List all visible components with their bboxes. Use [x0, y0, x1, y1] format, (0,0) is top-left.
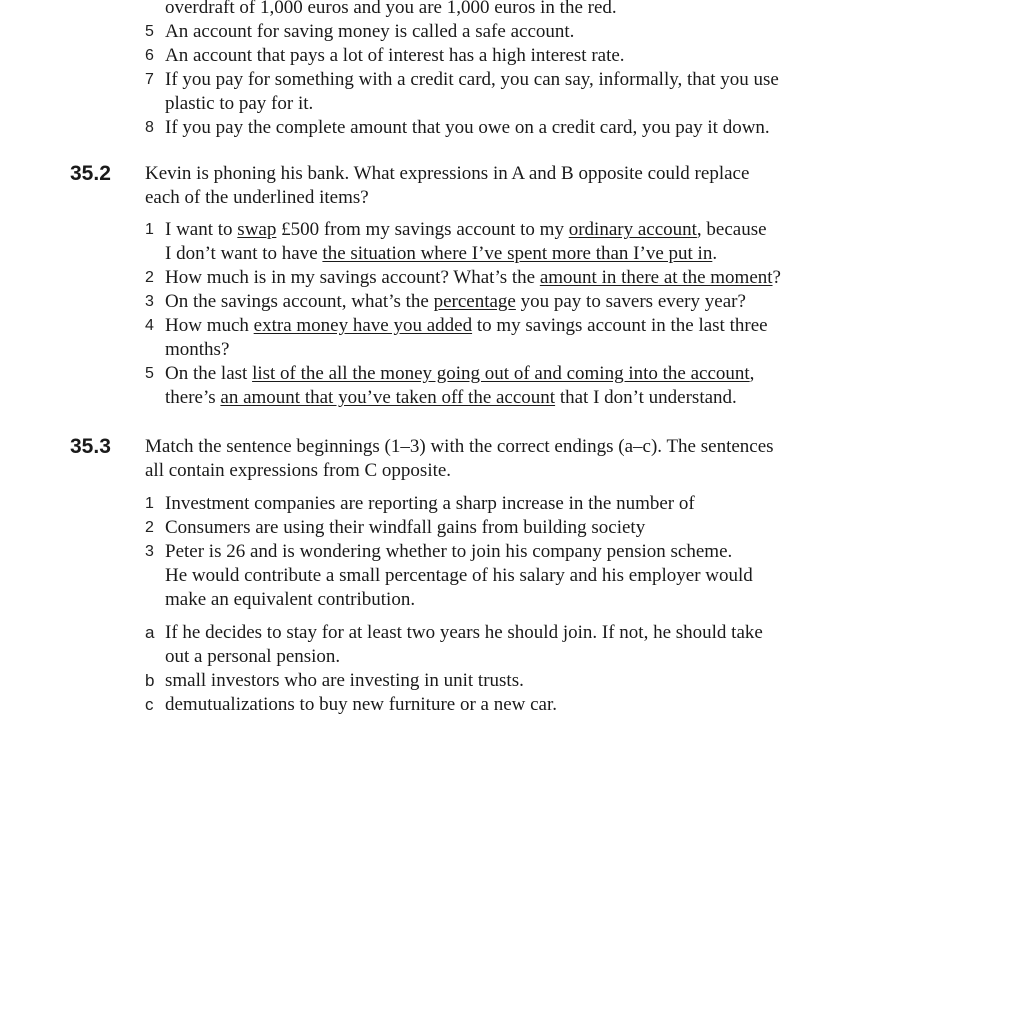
- item-number: 4: [145, 317, 154, 334]
- exercise-35-3: [145, 435, 774, 483]
- item-line: plastic to pay for it.: [165, 93, 314, 114]
- item-line: On the last list of the all the money going out of and coming into the account,: [165, 363, 755, 384]
- item-line: there’s an amount that you’ve taken off the account that I don’t understand.: [165, 387, 737, 408]
- list-item: [145, 116, 779, 140]
- item-number: 2: [145, 269, 154, 286]
- list-item: [145, 218, 781, 266]
- item-line: I don’t want to have the situation where I’ve spent more than I’ve put in.: [165, 243, 718, 264]
- item-line: How much is in my savings account? What’s the amount in there at the moment?: [165, 267, 781, 288]
- list-item: [145, 68, 779, 116]
- item-line: months?: [165, 339, 230, 360]
- underlined-phrase: swap: [237, 219, 277, 240]
- exercise-instruction: Kevin is phoning his bank. What expressions in A and B opposite could replace: [145, 163, 750, 184]
- item-number: 1: [145, 221, 154, 238]
- item-line: He would contribute a small percentage of his salary and his employer would: [165, 565, 753, 586]
- underlined-phrase: list of the all the money going out of and coming into the account: [252, 363, 750, 384]
- previous-exercise-list: [145, 0, 779, 140]
- exercise-35-2-items: [145, 218, 781, 410]
- underlined-phrase: the situation where I’ve spent more than I’ve put in: [322, 243, 713, 264]
- item-letter: b: [145, 671, 155, 690]
- exercise-instruction: all contain expressions from C opposite.: [145, 460, 452, 481]
- underlined-phrase: extra money have you added: [253, 315, 473, 336]
- underlined-phrase: percentage: [433, 291, 516, 312]
- item-line: Investment companies are reporting a sharp increase in the number of: [165, 493, 695, 514]
- list-item: [145, 621, 763, 669]
- item-number: 3: [145, 543, 154, 560]
- item-line: demutualizations to buy new furniture or a new car.: [165, 694, 558, 715]
- item-line: On the savings account, what’s the percentage you pay to savers every year?: [165, 291, 746, 312]
- item-line: How much extra money have you added to my savings account in the last three: [165, 315, 768, 336]
- item-line: An account for saving money is called a safe account.: [165, 21, 575, 42]
- item-line: An account that pays a lot of interest has a high interest rate.: [165, 45, 625, 66]
- item-line: If he decides to stay for at least two years he should join. If not, he should take: [165, 622, 763, 643]
- item-line: make an equivalent contribution.: [165, 589, 416, 610]
- exercise-instruction: each of the underlined items?: [145, 187, 369, 208]
- exercise-number: 35.2: [70, 162, 111, 185]
- list-item: [145, 492, 753, 516]
- list-item: [145, 290, 781, 314]
- item-letter: a: [145, 623, 155, 642]
- underlined-phrase: ordinary account: [568, 219, 697, 240]
- item-number: 6: [145, 47, 154, 64]
- list-item: [145, 314, 781, 362]
- item-line: I want to swap £500 from my savings account to my ordinary account, because: [165, 219, 767, 240]
- item-number: 8: [145, 119, 154, 136]
- item-line: Consumers are using their windfall gains from building society: [165, 517, 646, 538]
- sentence-endings: [145, 621, 763, 717]
- item-number: 5: [145, 23, 154, 40]
- item-letter: c: [145, 695, 154, 714]
- list-item: [145, 540, 753, 612]
- list-item: [145, 44, 779, 68]
- item-line: If you pay for something with a credit card, you can say, informally, that you use: [165, 69, 779, 90]
- item-number: 3: [145, 293, 154, 310]
- underlined-phrase: an amount that you’ve taken off the account: [220, 387, 556, 408]
- exercise-instruction: Match the sentence beginnings (1–3) with the correct endings (a–c). The sentences: [145, 436, 774, 457]
- item-line: out a personal pension.: [165, 646, 341, 667]
- sentence-beginnings: [145, 492, 753, 612]
- list-item: [145, 516, 753, 540]
- item-number: 5: [145, 365, 154, 382]
- item-number: 1: [145, 495, 154, 512]
- list-item: [145, 362, 781, 410]
- list-item: [145, 669, 763, 693]
- item-line: If you pay the complete amount that you owe on a credit card, you pay it down.: [165, 117, 770, 138]
- item-number: 2: [145, 519, 154, 536]
- item-number: 7: [145, 71, 154, 88]
- list-item: [145, 0, 779, 20]
- list-item: [145, 266, 781, 290]
- item-line: overdraft of 1,000 euros and you are 1,000 euros in the red.: [165, 0, 617, 18]
- exercise-35-2: [145, 162, 749, 210]
- list-item: [145, 20, 779, 44]
- exercise-number: 35.3: [70, 435, 111, 458]
- item-line: small investors who are investing in unit trusts.: [165, 670, 524, 691]
- underlined-phrase: amount in there at the moment: [539, 267, 773, 288]
- list-item: [145, 693, 763, 717]
- item-line: Peter is 26 and is wondering whether to join his company pension scheme.: [165, 541, 733, 562]
